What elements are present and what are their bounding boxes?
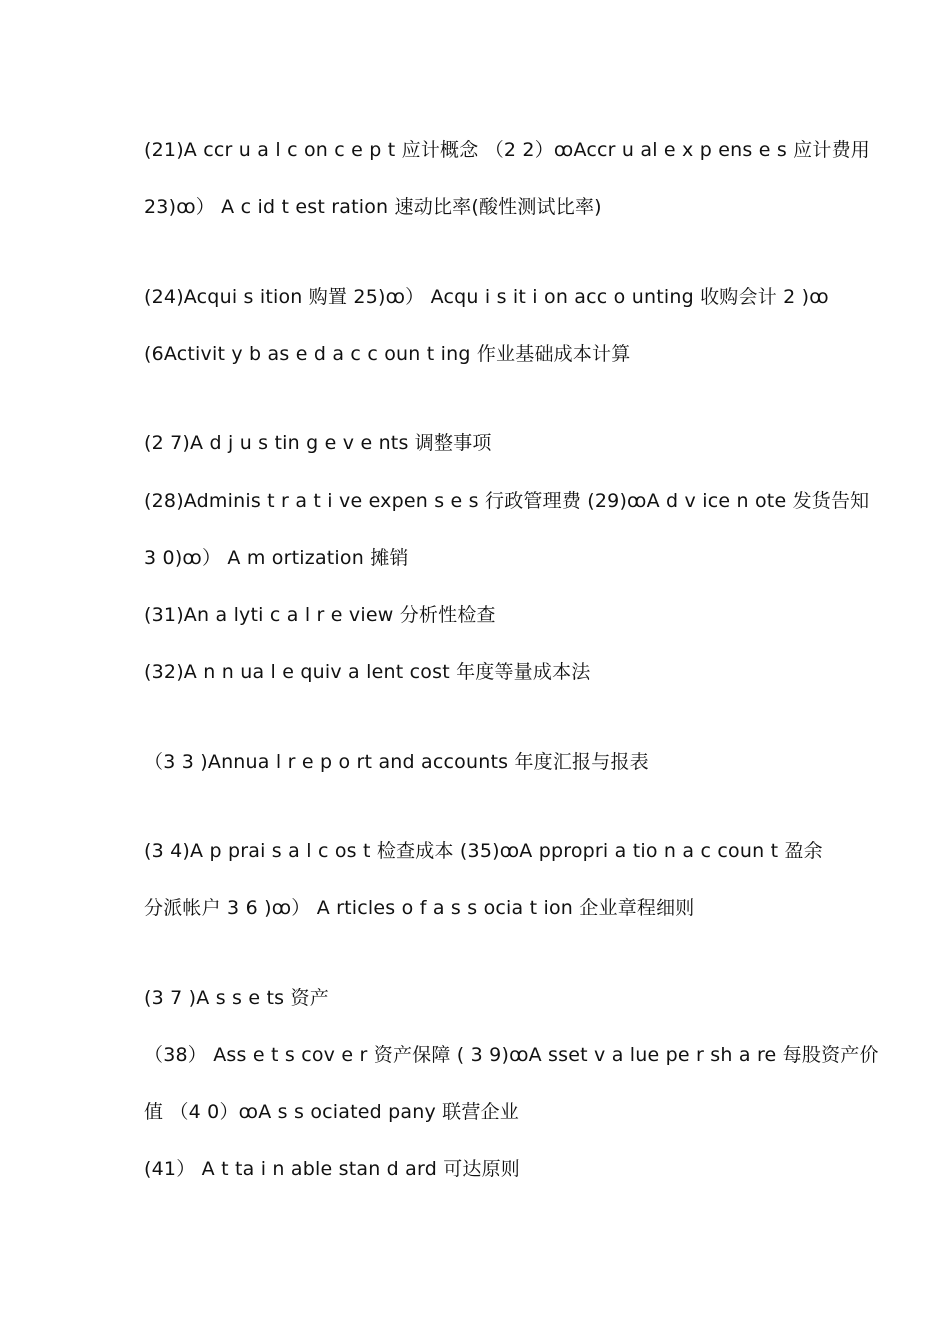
text-line-12: 分派帐户 3 6 )ꝏ） A rticles o f a s s ocia t ion 企业章程细则: [144, 897, 695, 919]
text-line-5: (2 7)A d j u s tin g e v e nts 调整事项: [144, 432, 492, 454]
text-line-1: (21)A ccr u a l c on c e p t 应计概念 （2 2）ꝏAccr u al e x p ens e s 应计费用: [144, 139, 870, 161]
text-line-14: （38） Ass e t s cov e r 资产保障 ( 3 9)ꝏA sset v a lue pe r sh a re 每股资产价: [144, 1044, 879, 1066]
text-line-2: 23)ꝏ） A c id t est ration 速动比率(酸性测试比率): [144, 196, 602, 218]
text-line-10: （3 3 )Annua l r e p o rt and accounts 年度汇报与报表: [144, 751, 649, 773]
text-line-4: (6Activit y b as e d a c c oun t ing 作业基础成本计算: [144, 343, 631, 365]
text-line-7: 3 0)ꝏ） A m ortization 摊销: [144, 547, 409, 569]
text-line-13: (3 7 )A s s e ts 资产: [144, 987, 329, 1009]
text-line-3: (24)Acqui s ition 购置 25)ꝏ） Acqu i s it i on acc o unting 收购会计 2 )ꝏ: [144, 286, 829, 308]
text-line-8: (31)An a lyti c a l r e view 分析性检查: [144, 604, 496, 626]
text-line-15: 值 （4 0）ꝏA s s ociated pany 联营企业: [144, 1101, 519, 1123]
text-line-6: (28)Adminis t r a t i ve expen s e s 行政管理费 (29)ꝏA d v ice n ote 发货告知: [144, 490, 870, 512]
text-line-11: (3 4)A p prai s a l c os t 检查成本 (35)ꝏA ppropri a tio n a c coun t 盈余: [144, 840, 823, 862]
text-line-16: (41） A t ta i n able stan d ard 可达原则: [144, 1158, 520, 1180]
text-line-9: (32)A n n ua l e quiv a lent cost 年度等量成本法: [144, 661, 591, 683]
